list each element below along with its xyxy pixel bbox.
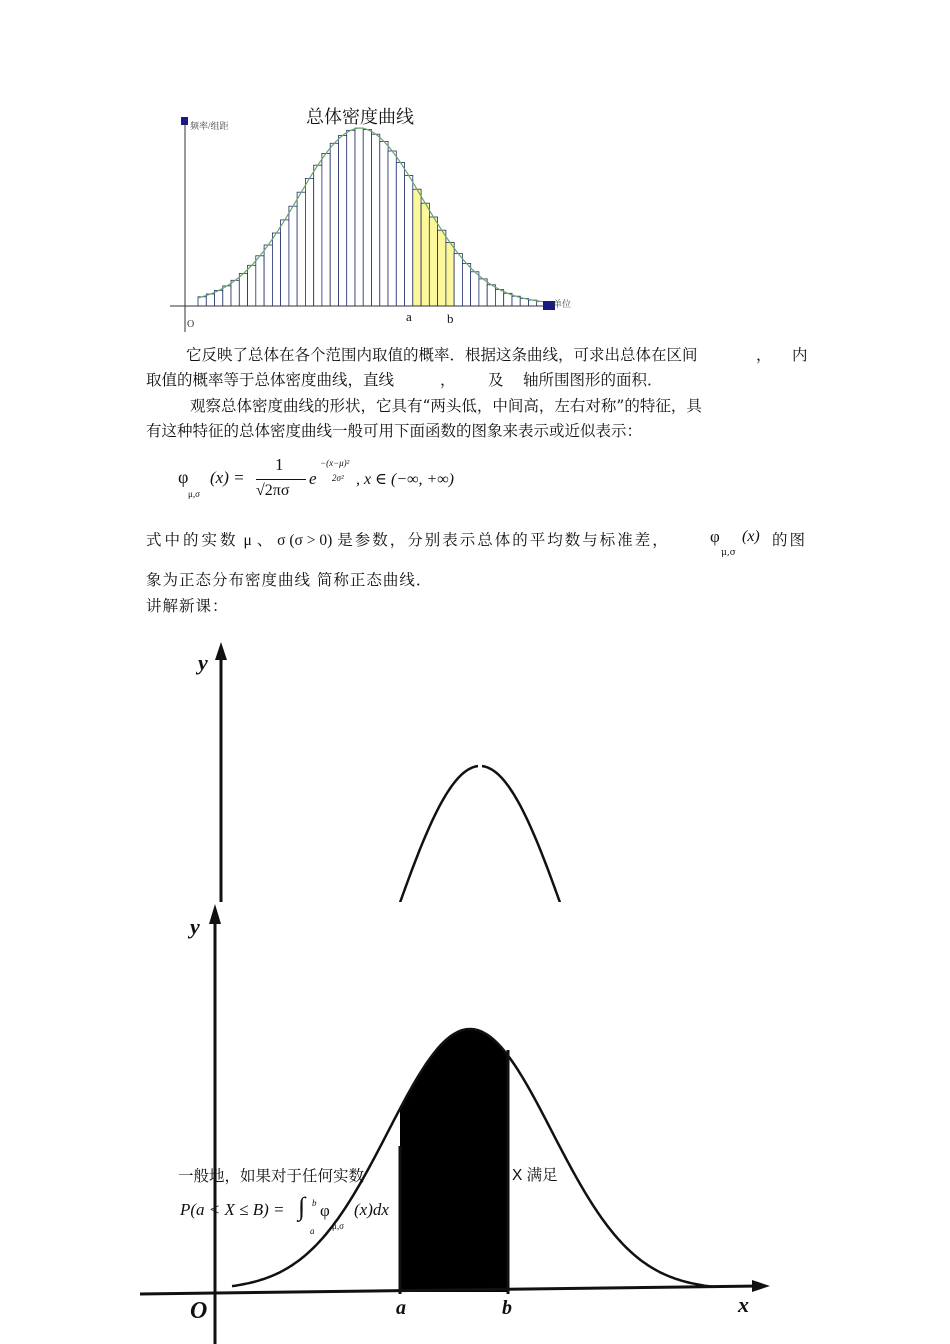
text-span: 它反映了总体在各个范围内取值的概率．根据这条曲线，可求出总体在区间 <box>186 346 698 364</box>
histogram-bar <box>396 163 404 307</box>
paragraph-5 <box>146 594 229 619</box>
histogram-bar <box>239 274 247 307</box>
text-span: 式中的实数 <box>146 531 239 549</box>
bell-curve <box>380 766 580 902</box>
paragraph-4 <box>146 568 432 593</box>
histogram-bar <box>347 130 355 306</box>
y-axis-label: 频率/组距 <box>190 121 229 131</box>
density-histogram-figure <box>160 100 580 340</box>
histogram-bar <box>487 285 495 306</box>
origin-label: O <box>187 319 195 330</box>
histogram-bar <box>281 220 289 306</box>
histogram-bar <box>454 254 462 306</box>
b-label: b <box>502 1297 512 1319</box>
formula-domain: , x ∈ (−∞, +∞) <box>356 471 455 488</box>
paragraph-1-line-1 <box>186 343 698 368</box>
b-label: b <box>447 311 454 326</box>
fraction-bar <box>256 479 306 480</box>
text-span: 观察总体密度曲线的形状，它具有“两头低，中间高，左右对称”的特征，具 <box>190 397 702 415</box>
paragraph-1-nei: 内 <box>792 346 808 364</box>
paragraph-1-line-2-comma: ， <box>440 371 456 389</box>
x-axis-arrow-icon <box>752 1280 770 1292</box>
normal-curve-figure-top <box>190 640 810 902</box>
histogram-bar <box>264 245 272 306</box>
fraction-numerator: 1 <box>275 455 284 474</box>
mu-symbol: μ <box>243 532 252 549</box>
histogram-bar <box>380 141 388 306</box>
shaded-area-a-to-b <box>400 1029 508 1292</box>
paragraph-3-end: 的图 <box>772 531 808 549</box>
paragraph-3 <box>146 528 670 554</box>
text-span: 有这种特征的总体密度曲线一般可用下面函数的图象来表示或近似表示： <box>146 422 643 440</box>
paragraph-1-comma: ， <box>756 346 772 364</box>
phi-subscript-integral: μ,σ <box>332 1221 344 1231</box>
phi-argument: (x) = <box>210 468 245 487</box>
paragraph-1-line-2-ji: 及 <box>488 371 504 389</box>
exp-top: −(x−μ)² <box>320 458 350 468</box>
histogram-bar <box>215 290 223 306</box>
chart-title: 总体密度曲线 <box>306 107 414 127</box>
histogram-bar <box>206 294 214 306</box>
histogram-bar <box>479 279 487 306</box>
phi-symbol-inline: φ <box>710 527 720 546</box>
text-span: 、 <box>256 531 273 549</box>
integral-sign-icon: ∫ <box>298 1192 306 1221</box>
histogram-bar <box>429 217 437 306</box>
histogram-bar <box>421 203 429 306</box>
integral-rest: (x)dx <box>354 1200 389 1219</box>
phi-subscript: μ,σ <box>188 489 200 499</box>
histogram-bar <box>446 243 454 307</box>
histogram-bar <box>372 134 380 306</box>
paragraph-1-line-2 <box>146 368 394 393</box>
histogram-bar <box>471 272 479 306</box>
histogram-bar <box>256 256 264 306</box>
histogram-bar <box>297 192 305 306</box>
histogram-bar <box>305 178 313 306</box>
histogram-bar <box>223 286 231 306</box>
text-span: 是参数，分别表示总体的平均数与标准差， <box>337 531 670 549</box>
paragraph-1-line-2-end: 轴所围图形的面积． <box>523 371 663 389</box>
probability-lhs: P(a < X ≤ B) = <box>180 1200 285 1219</box>
y-axis-marker-icon <box>181 117 188 125</box>
histogram-bar <box>339 136 347 307</box>
probability-integral-formula <box>180 1192 440 1241</box>
histogram-bar <box>289 206 297 306</box>
paragraph-6-end: X 满足 <box>512 1167 558 1184</box>
histogram-bar <box>355 128 363 306</box>
curve-peak-gap <box>478 762 482 770</box>
y-axis-arrow-icon <box>209 904 221 924</box>
histogram-bar <box>314 165 322 306</box>
normal-curve-shaded-figure <box>140 900 780 1344</box>
a-label: a <box>406 309 412 324</box>
text-span: 一般地，如果对于任何实数 <box>178 1167 365 1185</box>
histogram-bar <box>231 280 239 306</box>
histogram-bar <box>248 265 256 306</box>
histogram-bar <box>504 293 512 306</box>
integral-upper: b <box>312 1198 317 1208</box>
histogram-bar <box>462 263 470 306</box>
paragraph-6 <box>178 1164 364 1189</box>
y-axis-arrow-icon <box>215 642 227 660</box>
y-axis-label: y <box>190 914 200 939</box>
histogram-bar <box>363 130 371 306</box>
text-span: 取值的概率等于总体密度曲线，直线 <box>146 371 395 389</box>
paragraph-2-line-2 <box>146 419 642 444</box>
x-axis-label: 单位 <box>553 299 572 309</box>
exp-base: e <box>309 469 317 488</box>
phi-subscript-inline: μ,σ <box>721 548 736 558</box>
text-span: 象为正态分布密度曲线 简称正态曲线． <box>146 571 433 589</box>
histogram-bar <box>438 230 446 306</box>
histogram-bar <box>405 175 413 306</box>
paragraph-2-line-1 <box>190 394 702 419</box>
a-label: a <box>396 1297 406 1319</box>
histogram-bar <box>413 189 421 306</box>
sigma-condition: σ (σ > 0) <box>277 532 333 549</box>
histogram-bar <box>388 151 396 306</box>
phi-symbol-integral: φ <box>320 1201 330 1220</box>
histogram-bar <box>330 143 338 306</box>
histogram-bars <box>198 128 545 306</box>
fraction-denominator: √2πσ <box>256 482 290 499</box>
x-axis-label: x <box>738 1292 749 1317</box>
phi-x-inline: (x) <box>742 528 760 545</box>
text-span: 讲解新课： <box>146 597 229 615</box>
density-formula <box>178 455 498 510</box>
y-axis-label: y <box>198 650 208 675</box>
origin-label: O <box>190 1298 208 1324</box>
histogram-bar <box>495 290 503 306</box>
histogram-bar <box>272 233 280 306</box>
phi-symbol: φ <box>178 467 189 487</box>
histogram-bar <box>322 153 330 306</box>
integral-lower: a <box>310 1226 315 1236</box>
exp-bottom: 2σ² <box>332 473 344 483</box>
